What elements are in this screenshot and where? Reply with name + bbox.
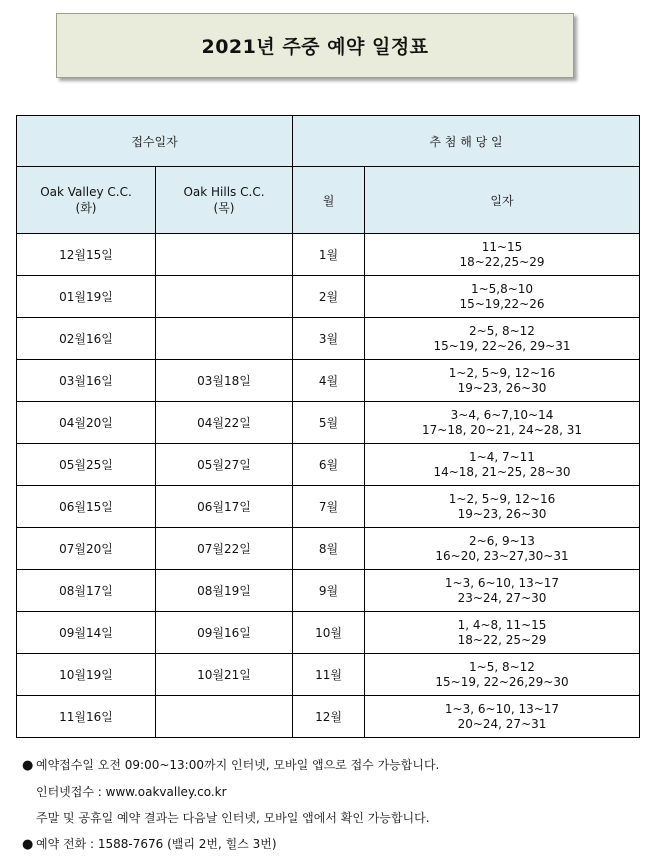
table-row xyxy=(17,234,640,276)
header-oak-valley-name: Oak Valley C.C. xyxy=(40,184,132,199)
oak-hills-date-cell: 07월22일 xyxy=(156,528,293,570)
oak-hills-date-cell: 08월19일 xyxy=(156,570,293,612)
note-line-1 xyxy=(22,752,632,779)
table-row xyxy=(17,570,640,612)
table-row xyxy=(17,486,640,528)
oak-valley-date-cell: 11월16일 xyxy=(17,696,156,738)
dates-line-1: 1~2, 5~9, 12~16 xyxy=(448,491,556,506)
schedule-rows xyxy=(17,234,640,738)
month-cell: 6월 xyxy=(293,444,365,486)
dates-cell xyxy=(365,360,640,402)
table-row xyxy=(17,444,640,486)
dates-cell xyxy=(365,528,640,570)
header-oak-valley-day: (화) xyxy=(75,200,97,215)
dates-line-2: 18~22,25~29 xyxy=(459,254,545,269)
month-cell: 11월 xyxy=(293,654,365,696)
dates-line-2: 19~23, 26~30 xyxy=(457,380,547,395)
oak-hills-date-cell xyxy=(156,696,293,738)
header-oak-hills-day: (목) xyxy=(213,200,235,215)
dates-line-2: 15~19, 22~26,29~30 xyxy=(435,674,569,689)
oak-hills-date-cell: 05월27일 xyxy=(156,444,293,486)
month-cell: 7월 xyxy=(293,486,365,528)
note-line-4 xyxy=(22,831,632,858)
table-row xyxy=(17,654,640,696)
table-row xyxy=(17,276,640,318)
header-reception-date: 접수일자 xyxy=(17,116,293,167)
note-text-3: 주말 및 공휴일 예약 결과는 다음날 인터넷, 모바일 앱에서 확인 가능합니다. xyxy=(36,811,430,825)
dates-line-1: 1~3, 6~10, 13~17 xyxy=(444,701,560,716)
dates-line-1: 2~6, 9~13 xyxy=(469,533,535,548)
page-title-text: 2021년 주중 예약 일정표 xyxy=(201,36,429,58)
dates-line-2: 16~20, 23~27,30~31 xyxy=(435,548,569,563)
dates-line-1: 11~15 xyxy=(481,239,523,254)
header-row-2 xyxy=(17,167,640,234)
dates-line-1: 2~5, 8~12 xyxy=(469,323,535,338)
table-row xyxy=(17,612,640,654)
dates-cell xyxy=(365,654,640,696)
header-oak-hills-name: Oak Hills C.C. xyxy=(183,184,265,199)
dates-line-2: 19~23, 26~30 xyxy=(457,506,547,521)
header-row-1 xyxy=(17,116,640,167)
table-row xyxy=(17,318,640,360)
header-oak-valley xyxy=(17,167,156,234)
month-cell: 1월 xyxy=(293,234,365,276)
table-row xyxy=(17,360,640,402)
dates-cell xyxy=(365,234,640,276)
dates-line-2: 23~24, 27~30 xyxy=(457,590,547,605)
oak-hills-date-cell: 10월21일 xyxy=(156,654,293,696)
notes xyxy=(22,752,632,858)
dates-cell xyxy=(365,402,640,444)
table-row xyxy=(17,528,640,570)
dates-line-1: 1~5, 8~12 xyxy=(469,659,535,674)
note-text-1: 예약접수일 오전 09:00~13:00까지 인터넷, 모바일 앱으로 접수 가능합니다. xyxy=(36,758,440,772)
month-cell: 12월 xyxy=(293,696,365,738)
oak-hills-date-cell: 06월17일 xyxy=(156,486,293,528)
oak-valley-date-cell: 02월16일 xyxy=(17,318,156,360)
oak-valley-date-cell: 09월14일 xyxy=(17,612,156,654)
dates-line-2: 17~18, 20~21, 24~28, 31 xyxy=(422,422,582,437)
month-cell: 2월 xyxy=(293,276,365,318)
oak-hills-date-cell: 03월18일 xyxy=(156,360,293,402)
table-row xyxy=(17,402,640,444)
month-cell: 8월 xyxy=(293,528,365,570)
header-lottery-applicable: 추 첨 해 당 일 xyxy=(293,116,640,167)
oak-valley-date-cell: 04월20일 xyxy=(17,402,156,444)
header-month: 월 xyxy=(293,167,365,234)
oak-hills-date-cell xyxy=(156,234,293,276)
dates-line-1: 3~4, 6~7,10~14 xyxy=(450,407,554,422)
oak-valley-date-cell: 12월15일 xyxy=(17,234,156,276)
dates-cell xyxy=(365,444,640,486)
oak-hills-date-cell xyxy=(156,276,293,318)
oak-valley-date-cell: 05월25일 xyxy=(17,444,156,486)
dates-line-2: 18~22, 25~29 xyxy=(457,632,547,647)
dates-line-2: 14~18, 21~25, 28~30 xyxy=(433,464,571,479)
month-cell: 4월 xyxy=(293,360,365,402)
oak-valley-date-cell: 03월16일 xyxy=(17,360,156,402)
dates-line-1: 1~2, 5~9, 12~16 xyxy=(448,365,556,380)
schedule-table xyxy=(16,115,640,738)
dates-cell xyxy=(365,612,640,654)
header-dates: 일자 xyxy=(365,167,640,234)
month-cell: 5월 xyxy=(293,402,365,444)
oak-hills-date-cell xyxy=(156,318,293,360)
note-line-3 xyxy=(22,805,632,831)
dates-cell xyxy=(365,570,640,612)
bullet-icon: ● xyxy=(22,837,34,852)
month-cell: 9월 xyxy=(293,570,365,612)
dates-line-2: 15~19,22~26 xyxy=(459,296,545,311)
header-oak-hills xyxy=(156,167,293,234)
dates-cell xyxy=(365,276,640,318)
page-title xyxy=(56,13,574,78)
month-cell: 10월 xyxy=(293,612,365,654)
dates-line-2: 15~19, 22~26, 29~31 xyxy=(433,338,571,353)
dates-line-1: 1, 4~8, 11~15 xyxy=(457,617,547,632)
oak-valley-date-cell: 08월17일 xyxy=(17,570,156,612)
oak-hills-date-cell: 09월16일 xyxy=(156,612,293,654)
note-text-2: 인터넷접수 : www.oakvalley.co.kr xyxy=(36,785,227,799)
oak-valley-date-cell: 06월15일 xyxy=(17,486,156,528)
table-row xyxy=(17,696,640,738)
dates-line-2: 20~24, 27~31 xyxy=(457,716,547,731)
dates-line-1: 1~3, 6~10, 13~17 xyxy=(444,575,560,590)
oak-hills-date-cell: 04월22일 xyxy=(156,402,293,444)
note-text-4: 예약 전화 : 1588-7676 (밸리 2번, 힐스 3번) xyxy=(36,837,277,851)
month-cell: 3월 xyxy=(293,318,365,360)
bullet-icon: ● xyxy=(22,758,34,773)
dates-line-1: 1~5,8~10 xyxy=(470,281,534,296)
dates-cell xyxy=(365,318,640,360)
oak-valley-date-cell: 07월20일 xyxy=(17,528,156,570)
note-line-2 xyxy=(22,779,632,805)
dates-line-1: 1~4, 7~11 xyxy=(469,449,535,464)
oak-valley-date-cell: 10월19일 xyxy=(17,654,156,696)
dates-cell xyxy=(365,486,640,528)
dates-cell xyxy=(365,696,640,738)
oak-valley-date-cell: 01월19일 xyxy=(17,276,156,318)
